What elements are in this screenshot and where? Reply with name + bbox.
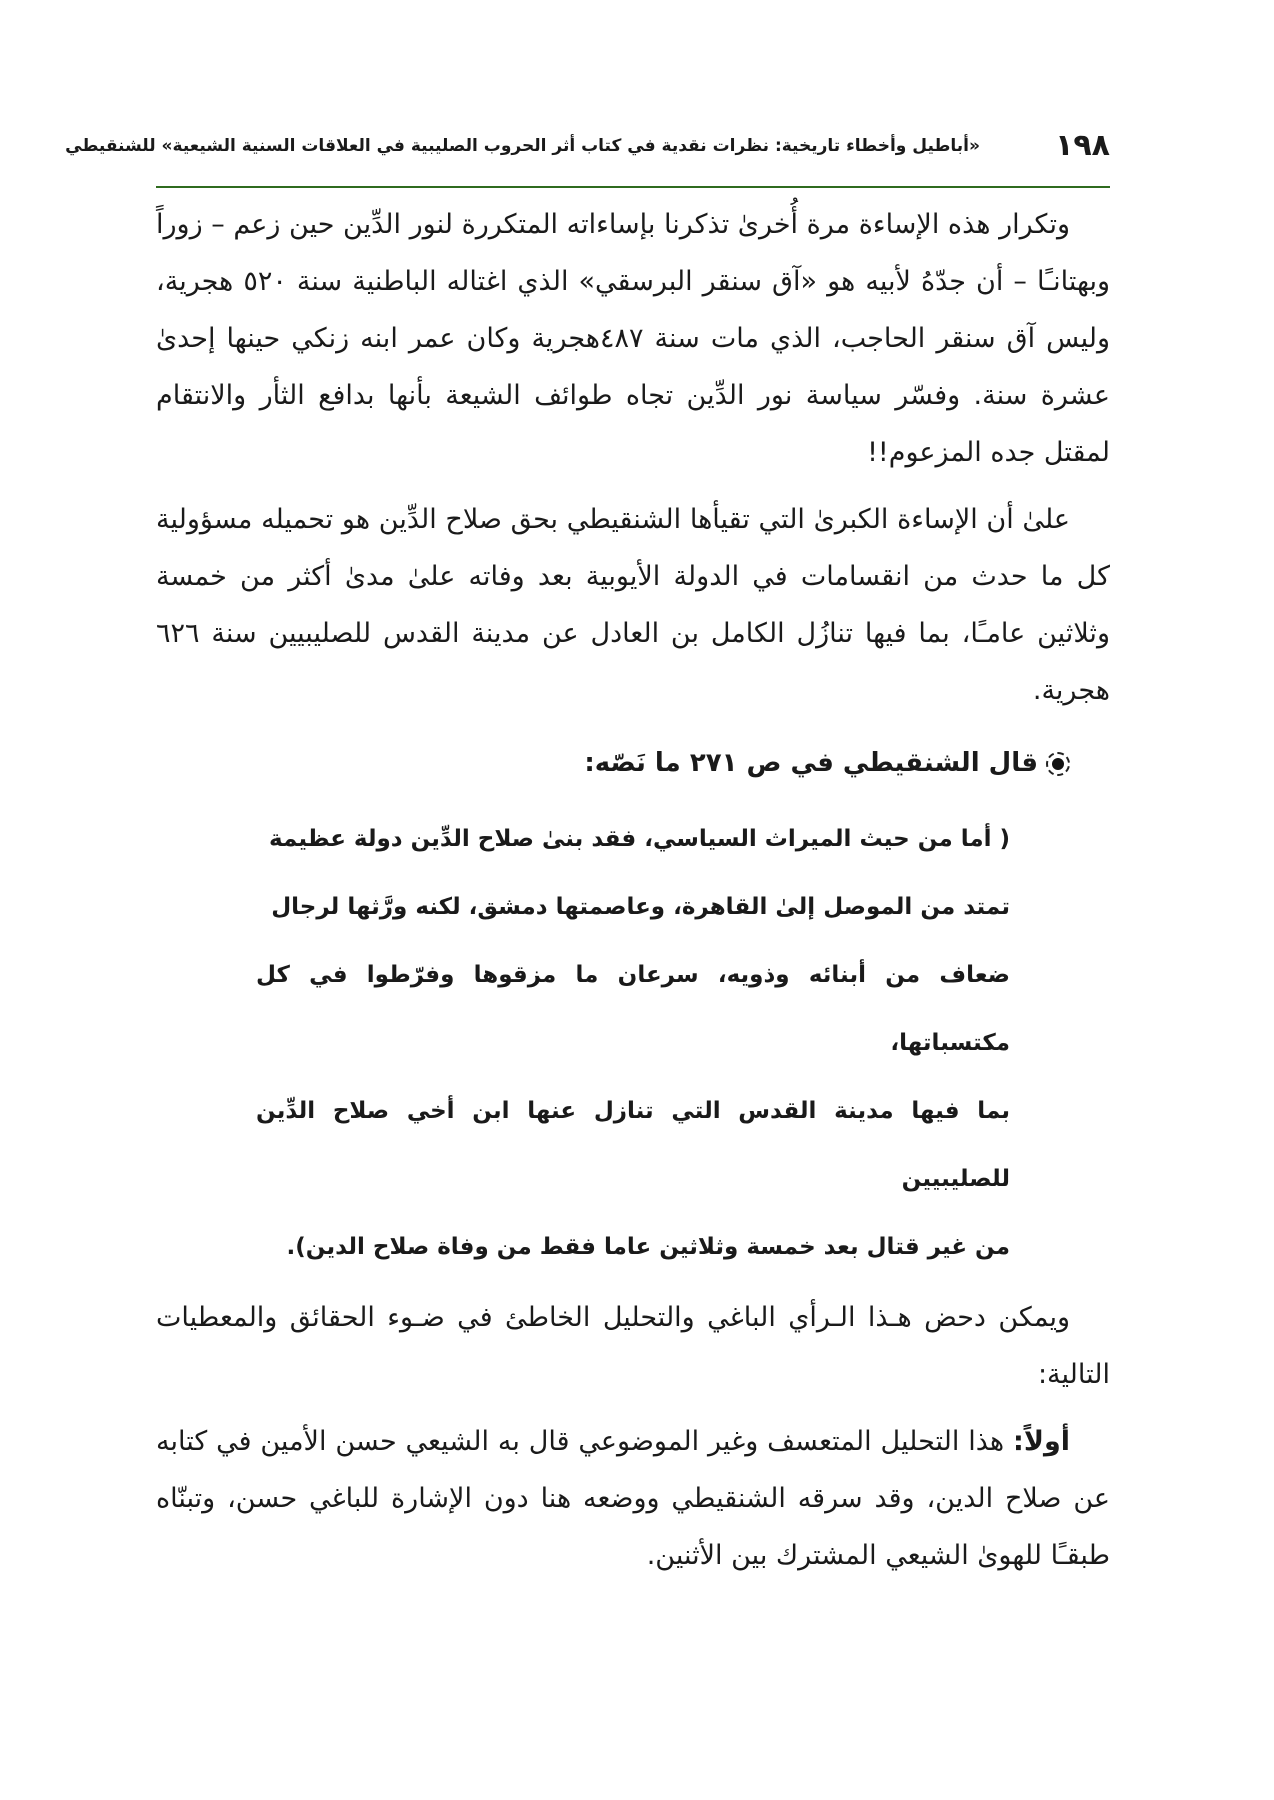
paragraph-3: ويمكن دحض هـذا الـرأي الباغي والتحليل الخاطئ في ضـوء الحقائق والمعطيات التالية: bbox=[156, 1302, 1110, 1390]
quote-line: ( أما من حيث الميراث السياسي، فقد بنىٰ صلاح الدِّين دولة عظيمة bbox=[269, 826, 1010, 852]
block-quote bbox=[256, 805, 1010, 1281]
quote-line: تمتد من الموصل إلىٰ القاهرة، وعاصمتها دمشق، لكنه ورَّثها لرجال bbox=[271, 894, 1010, 920]
section-heading bbox=[156, 733, 1070, 793]
paragraph-4 bbox=[156, 1413, 1110, 1584]
bullet-icon bbox=[1046, 752, 1070, 776]
paragraph-4-text: هذا التحليل المتعسف وغير الموضوعي قال به الشيعي حسن الأمين في كتابه عن صلاح الدين، وقد سرقه الشنقيطي ووضعه هنا دون الإشارة للباغي حسن، وتبنّاه طبقـًا للهوىٰ الشيعي المشترك بين الأثنين. bbox=[156, 1426, 1110, 1571]
paragraph-4-lead: أولاً: bbox=[1013, 1426, 1070, 1457]
running-title: «أباطيل وأخطاء تاريخية: نظرات نقدية في كتاب أثر الحروب الصليبية في العلاقات السنية الشيعية» للشنقيطي bbox=[65, 136, 980, 156]
quote-line: بما فيها مدينة القدس التي تنازل عنها ابن أخي صلاح الدِّين للصليبيين bbox=[256, 1098, 1010, 1192]
page-body bbox=[156, 196, 1110, 1594]
quote-line: من غير قتال بعد خمسة وثلاثين عاما فقط من وفاة صلاح الدين). bbox=[286, 1234, 1010, 1260]
header-rule bbox=[156, 186, 1110, 188]
heading-text: قال الشنقيطي في ص ٢٧١ ما نَصّه: bbox=[584, 748, 1038, 778]
paragraph-2: علىٰ أن الإساءة الكبرىٰ التي تقيأها الشنقيطي بحق صلاح الدِّين هو تحميله مسؤولية كل ما حدث من انقسامات في الدولة الأيوبية بعد وفاته علىٰ مدىٰ أكثر من خمسة وثلاثين عامـًا، بما فيها تنازُل الكامل بن العادل عن مدينة القدس للصليبيين سنة ٦٢٦ هجرية. bbox=[156, 504, 1110, 706]
page-number: ١٩٨ bbox=[1055, 128, 1110, 163]
quote-line: ضعاف من أبنائه وذويه، سرعان ما مزقوها وفرّطوا في كل مكتسباتها، bbox=[256, 962, 1010, 1056]
page-header bbox=[65, 128, 1110, 168]
paragraph-1: وتكرار هذه الإساءة مرة أُخرىٰ تذكرنا بإساءاته المتكررة لنور الدِّين حين زعم – زوراً وبهتانـًا – أن جدّهُ لأبيه هو «آق سنقر البرسقي» الذي اغتاله الباطنية سنة ٥٢٠ هجرية، وليس آق سنقر الحاجب، الذي مات سنة ٤٨٧هجرية وكان عمر ابنه زنكي حينها إحدىٰ عشرة سنة. وفسّر سياسة نور الدِّين تجاه طوائف الشيعة بأنها بدافع الثأر والانتقام لمقتل جده المزعوم!! bbox=[156, 209, 1110, 468]
